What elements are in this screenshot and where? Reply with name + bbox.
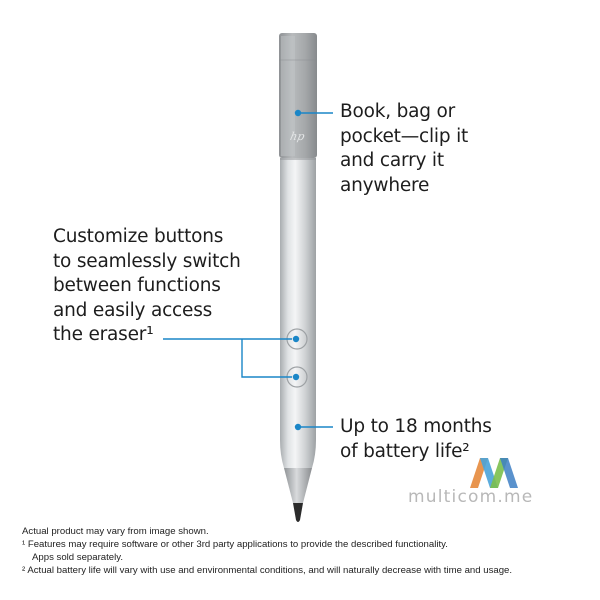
pen-body xyxy=(280,158,316,468)
footnote-disclaimer: Actual product may vary from image shown. xyxy=(22,526,209,537)
buttons-callout-line: between functions xyxy=(53,275,221,296)
watermark-text: multicom.me xyxy=(408,487,534,507)
battery-callout-line: of battery life² xyxy=(340,440,470,462)
battery-callout-dot xyxy=(295,424,301,430)
buttons-callout-line: the eraser¹ xyxy=(53,324,154,345)
clip-callout-dot xyxy=(295,110,301,116)
button-callout-dot-lower xyxy=(293,374,299,380)
buttons-callout-line: to seamlessly switch xyxy=(53,250,241,272)
button-callout-dot-upper xyxy=(293,336,299,342)
battery-callout-line: Up to 18 months xyxy=(340,416,492,437)
buttons-callout-line: Customize buttons xyxy=(53,226,224,247)
buttons-callout-line: and easily access xyxy=(53,299,213,321)
multicom-watermark xyxy=(408,452,558,512)
clip-callout-line: Book, bag or xyxy=(340,101,456,122)
clip-callout-line: pocket—clip it xyxy=(340,125,469,147)
clip-callout-line: and carry it xyxy=(340,150,444,171)
footnote-1-continued: Apps sold separately. xyxy=(32,552,124,563)
multicom-logo-icon xyxy=(408,452,558,492)
buttons-callout xyxy=(53,225,241,348)
clip-callout xyxy=(340,100,468,198)
footnote-2: ² Actual battery life will vary with use and environmental conditions, and will naturally decrease with time and usage. xyxy=(22,565,513,576)
clip-callout-line: anywhere xyxy=(340,174,430,196)
hp-logo: hp xyxy=(288,130,306,143)
pen-tip xyxy=(284,468,312,522)
footnotes xyxy=(22,525,512,577)
footnote-1: ¹ Features may require software or other 3rd party applications to provide the described functionality. xyxy=(22,539,448,550)
